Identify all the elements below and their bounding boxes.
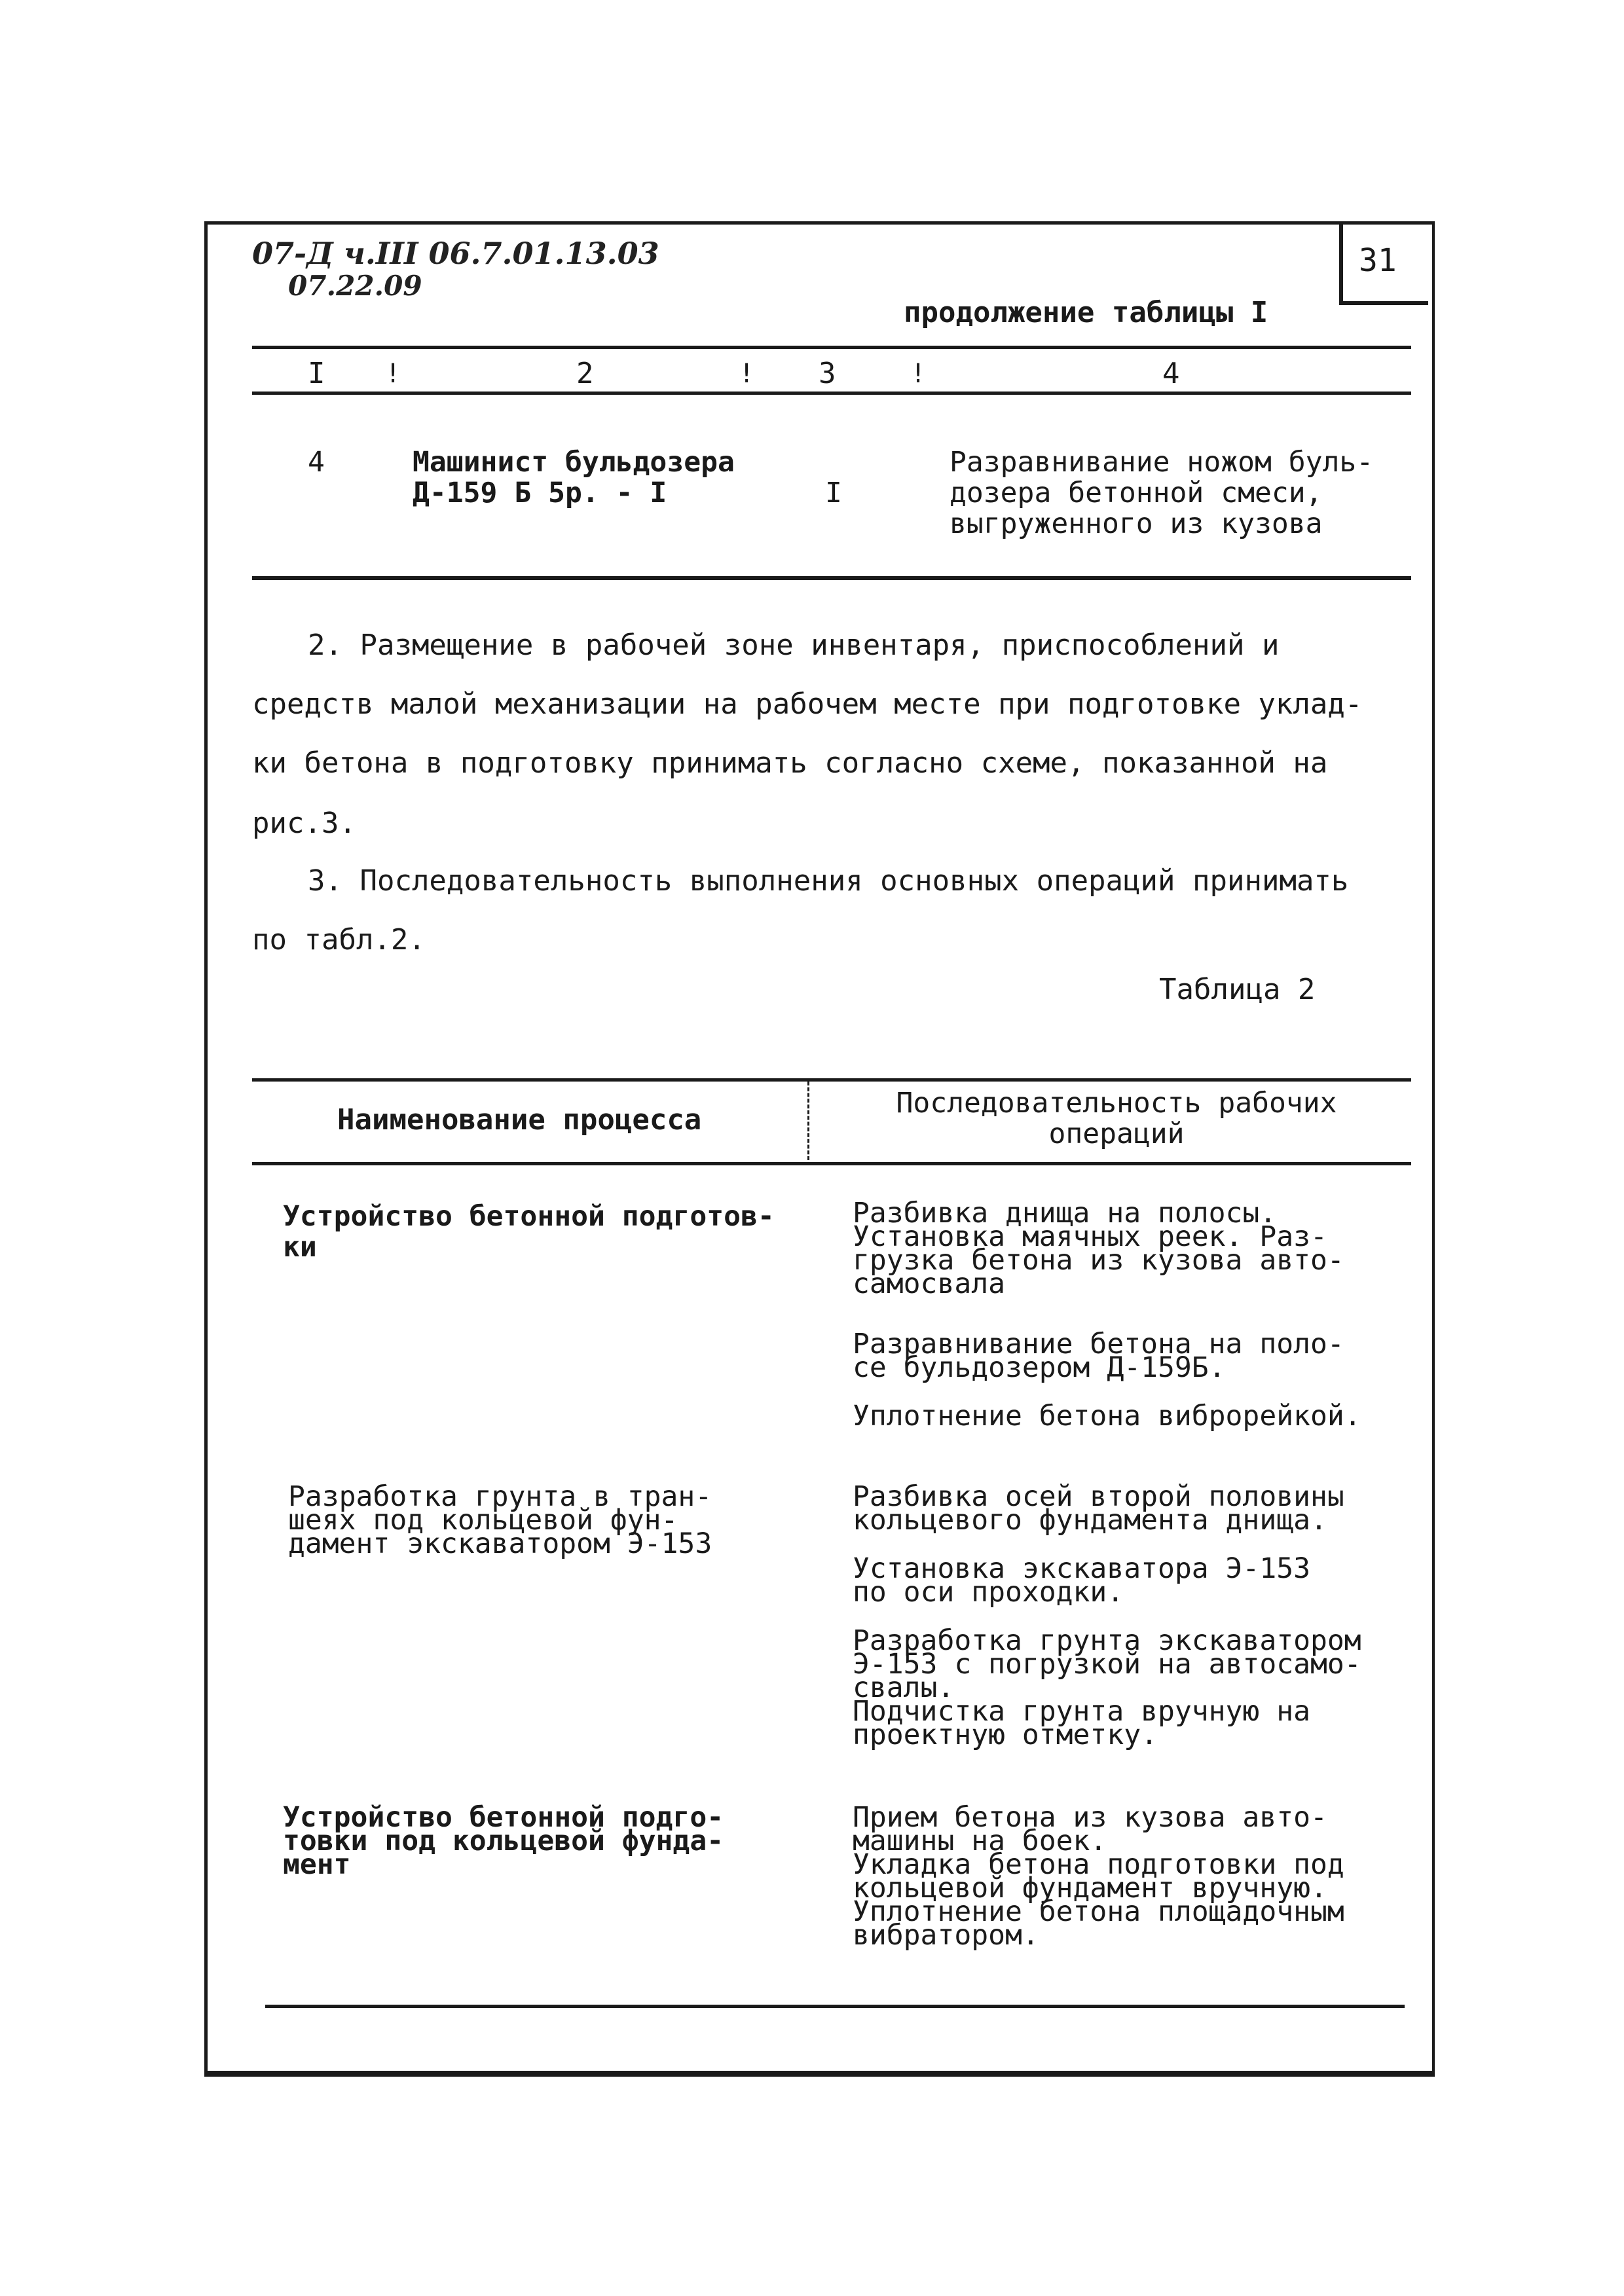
table1-row-number: 4 — [308, 446, 325, 479]
paragraph-2-line-4: рис.3. — [252, 807, 356, 840]
table2-row3-process: Устройство бетонной подго- товки под кольцевой фунда- мент — [283, 1801, 724, 1881]
document-code: 07-Д ч.III 06.7.01.13.03 — [252, 236, 659, 271]
document-code-secondary: 07.22.09 — [288, 270, 422, 302]
column-separator: ! — [910, 359, 927, 389]
table2-row3-operation-1: Прием бетона из кузова авто- машины на боек. Укладка бетона подготовки под кольцевой фундамент вручную. Уплотнение бетона площадочным вибратором. — [853, 1801, 1344, 1952]
table2-header-rule — [252, 1162, 1411, 1165]
paragraph-2-line-3: ки бетона в подготовку принимать согласно схеме, показанной на — [252, 746, 1328, 780]
paragraph-3-line-1: 3. Последовательность выполнения основных операций принимать — [308, 864, 1349, 898]
paragraph-3-line-2: по табл.2. — [252, 923, 426, 957]
page-number: 31 — [1359, 242, 1397, 279]
table2-caption: Таблица 2 — [1159, 973, 1316, 1006]
table1-col-number-3: 3 — [819, 357, 836, 390]
table1-operation: Разравнивание ножом буль- дозера бетонной смеси, выгруженного из кузова — [950, 446, 1374, 540]
table2-top-rule — [252, 1078, 1411, 1082]
table2-header-process: Наименование процесса — [337, 1103, 702, 1137]
table2-row2-operation-3: Разработка грунта экскаватором Э-153 с погрузкой на автосамо- свалы. Подчистка грунта вручную на проектную отметку. — [853, 1624, 1361, 1751]
column-separator: ! — [385, 359, 401, 389]
table1-count: I — [825, 477, 842, 509]
table1-col-number-2: 2 — [576, 357, 594, 390]
table2-row1-operation-3: Уплотнение бетона виброрейкой. — [853, 1400, 1361, 1432]
table2-row1-operation-1: Разбивка днища на полосы. Установка маячных реек. Раз- грузка бетона из кузова авто- самосвала — [853, 1197, 1344, 1300]
table2-row2-operation-2: Установка экскаватора Э-153 по оси проходки. — [853, 1552, 1310, 1609]
table-continuation-caption: продолжение таблицы I — [904, 296, 1268, 329]
table2-bottom-rule — [265, 2005, 1405, 2008]
table1-top-rule — [252, 346, 1411, 349]
table2-header-separator — [807, 1082, 809, 1160]
table1-header-rule — [252, 392, 1411, 395]
table2-row2-process: Разработка грунта в тран- шеях под кольцевой фун- дамент экскаватором Э-153 — [288, 1480, 712, 1560]
paragraph-2-line-2: средств малой механизации на рабочем месте при подготовке уклад- — [252, 687, 1363, 721]
table2-header-operations: Последовательность рабочих операций — [896, 1087, 1337, 1150]
paragraph-2-line-1: 2. Размещение в рабочей зоне инвентаря, приспособлений и — [308, 629, 1280, 662]
table2-row2-operation-1: Разбивка осей второй половины кольцевого фундамента днища. — [853, 1480, 1344, 1537]
table1-col-number-4: 4 — [1162, 357, 1180, 390]
column-separator: ! — [739, 359, 755, 389]
table2-row1-process: Устройство бетонной подготов- ки — [283, 1200, 775, 1264]
table1-profession: Машинист бульдозера Д-159 Б 5р. - I — [413, 446, 735, 509]
table1-col-number-1: I — [308, 357, 325, 390]
table1-bottom-rule — [252, 576, 1411, 580]
table2-row1-operation-2: Разравнивание бетона на поло- се бульдозером Д-159Б. — [853, 1328, 1344, 1384]
